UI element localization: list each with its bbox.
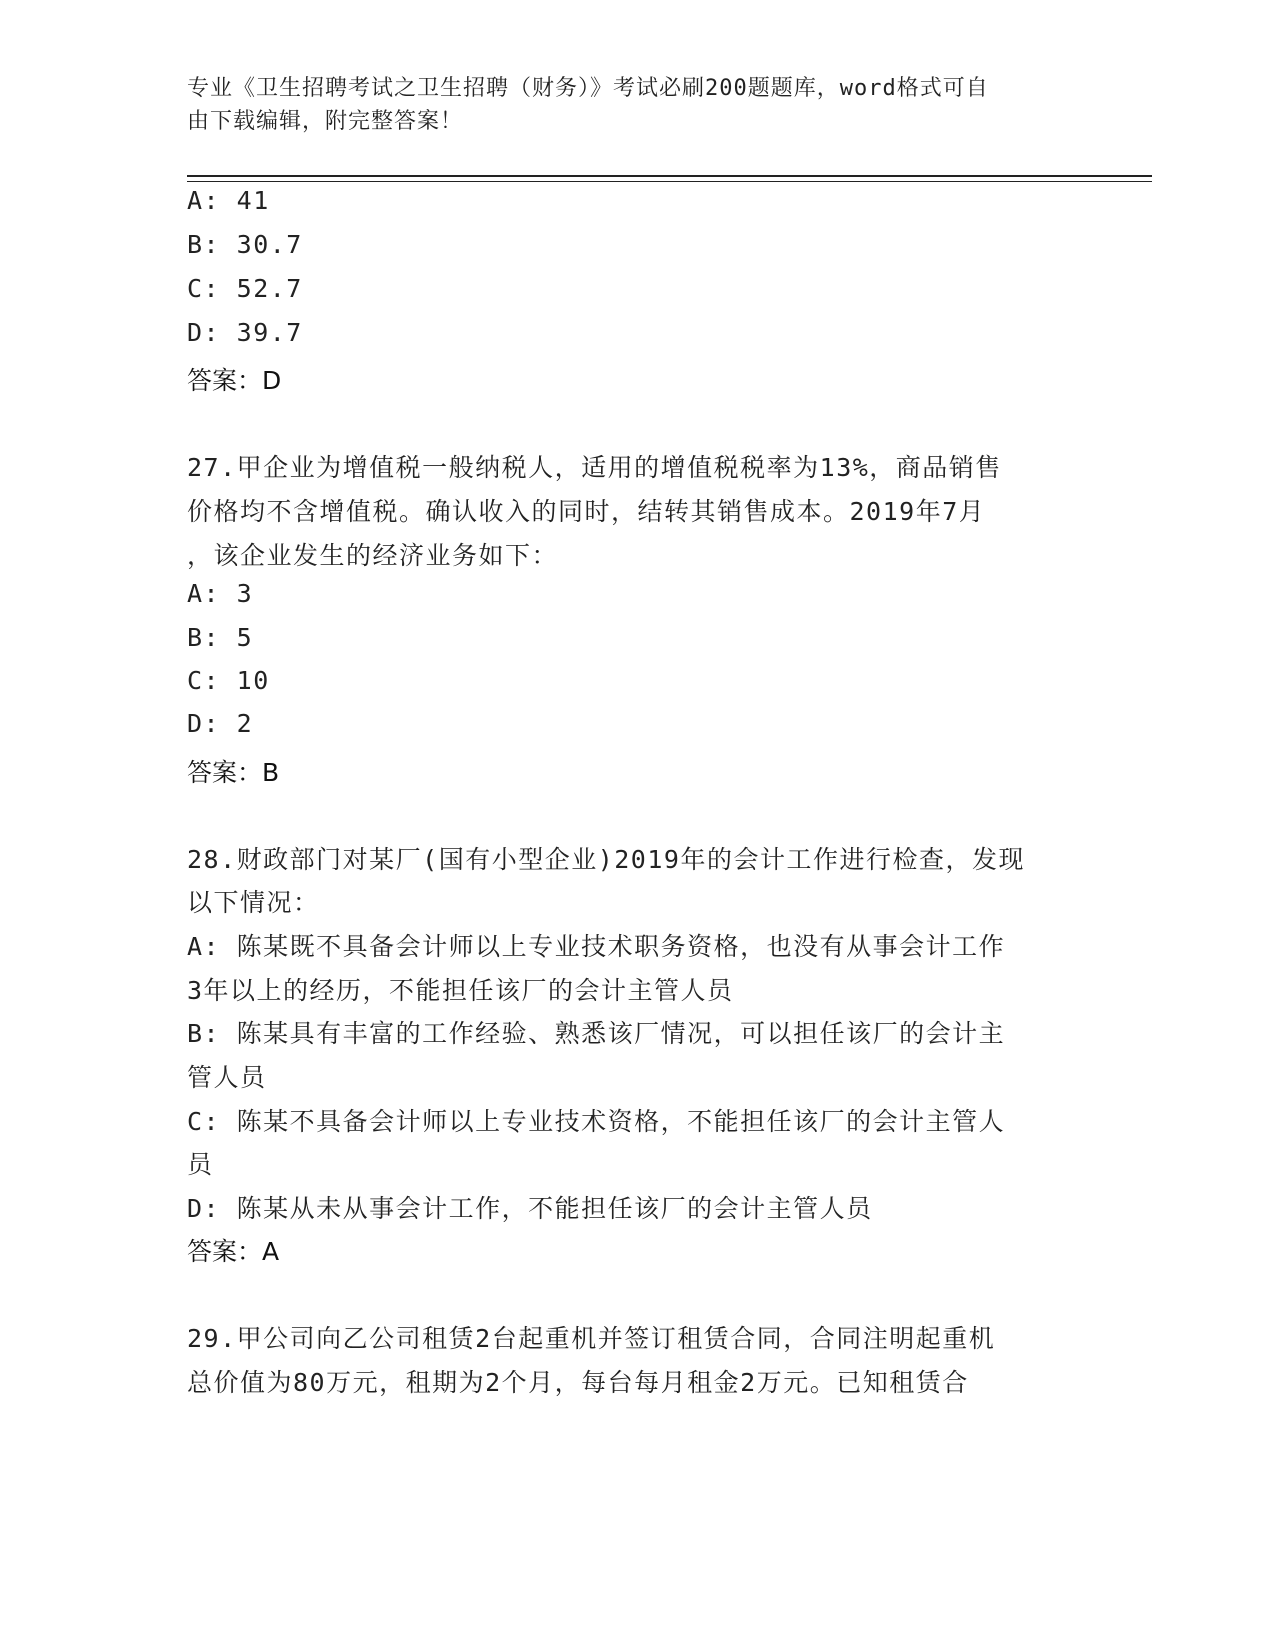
q27-stem-line-2: 价格均不含增值税。确认收入的同时，结转其销售成本。2019年7月 [187, 497, 986, 526]
q27-stem-line-3: ，该企业发生的经济业务如下： [187, 541, 559, 570]
q28-option-line-3: B: 陈某具有丰富的工作经验、熟悉该厂情况，可以担任该厂的会计主 [187, 1019, 1006, 1048]
q28-option-line-6: 员 [187, 1150, 214, 1179]
q26-option-b: B: 30.7 [187, 230, 303, 259]
header-line-2: 由下载编辑，附完整答案！ [187, 109, 464, 134]
q27-answer: 答案：B [187, 758, 280, 787]
q26-option-a: A: 41 [187, 186, 270, 215]
q27-option-d: D: 2 [187, 709, 254, 738]
header-divider-thick [187, 175, 1152, 177]
q27-stem-line-1: 27.甲企业为增值税一般纳税人，适用的增值税税率为13%，商品销售 [187, 453, 1002, 482]
header-divider-thin [187, 181, 1152, 182]
q28-option-line-5: C: 陈某不具备会计师以上专业技术资格，不能担任该厂的会计主管人 [187, 1107, 1006, 1136]
q28-option-line-4: 管人员 [187, 1063, 267, 1092]
q27-option-c: C: 10 [187, 666, 270, 695]
q28-option-line-2: 3年以上的经历，不能担任该厂的会计主管人员 [187, 976, 734, 1005]
document-header [187, 72, 1087, 138]
q26-answer: 答案：D [187, 366, 282, 395]
q28-answer: 答案：A [187, 1237, 280, 1266]
q29-stem-line-2: 总价值为80万元，租期为2个月，每台每月租金2万元。已知租赁合 [187, 1368, 969, 1397]
q26-option-d: D: 39.7 [187, 318, 303, 347]
q28-option-line-7: D: 陈某从未从事会计工作，不能担任该厂的会计主管人员 [187, 1194, 873, 1223]
q28-stem-line-1: 28.财政部门对某厂(国有小型企业)2019年的会计工作进行检查，发现 [187, 845, 1025, 874]
q28-option-line-1: A: 陈某既不具备会计师以上专业技术职务资格，也没有从事会计工作 [187, 932, 1006, 961]
q27-option-b: B: 5 [187, 623, 254, 652]
q28-stem-line-2: 以下情况： [187, 888, 320, 917]
q29-stem-line-1: 29.甲公司向乙公司租赁2台起重机并签订租赁合同，合同注明起重机 [187, 1324, 996, 1353]
q26-option-c: C: 52.7 [187, 274, 303, 303]
header-line-1: 专业《卫生招聘考试之卫生招聘（财务）》考试必刷200题题库，word格式可自 [187, 76, 989, 101]
q27-option-a: A: 3 [187, 579, 254, 608]
